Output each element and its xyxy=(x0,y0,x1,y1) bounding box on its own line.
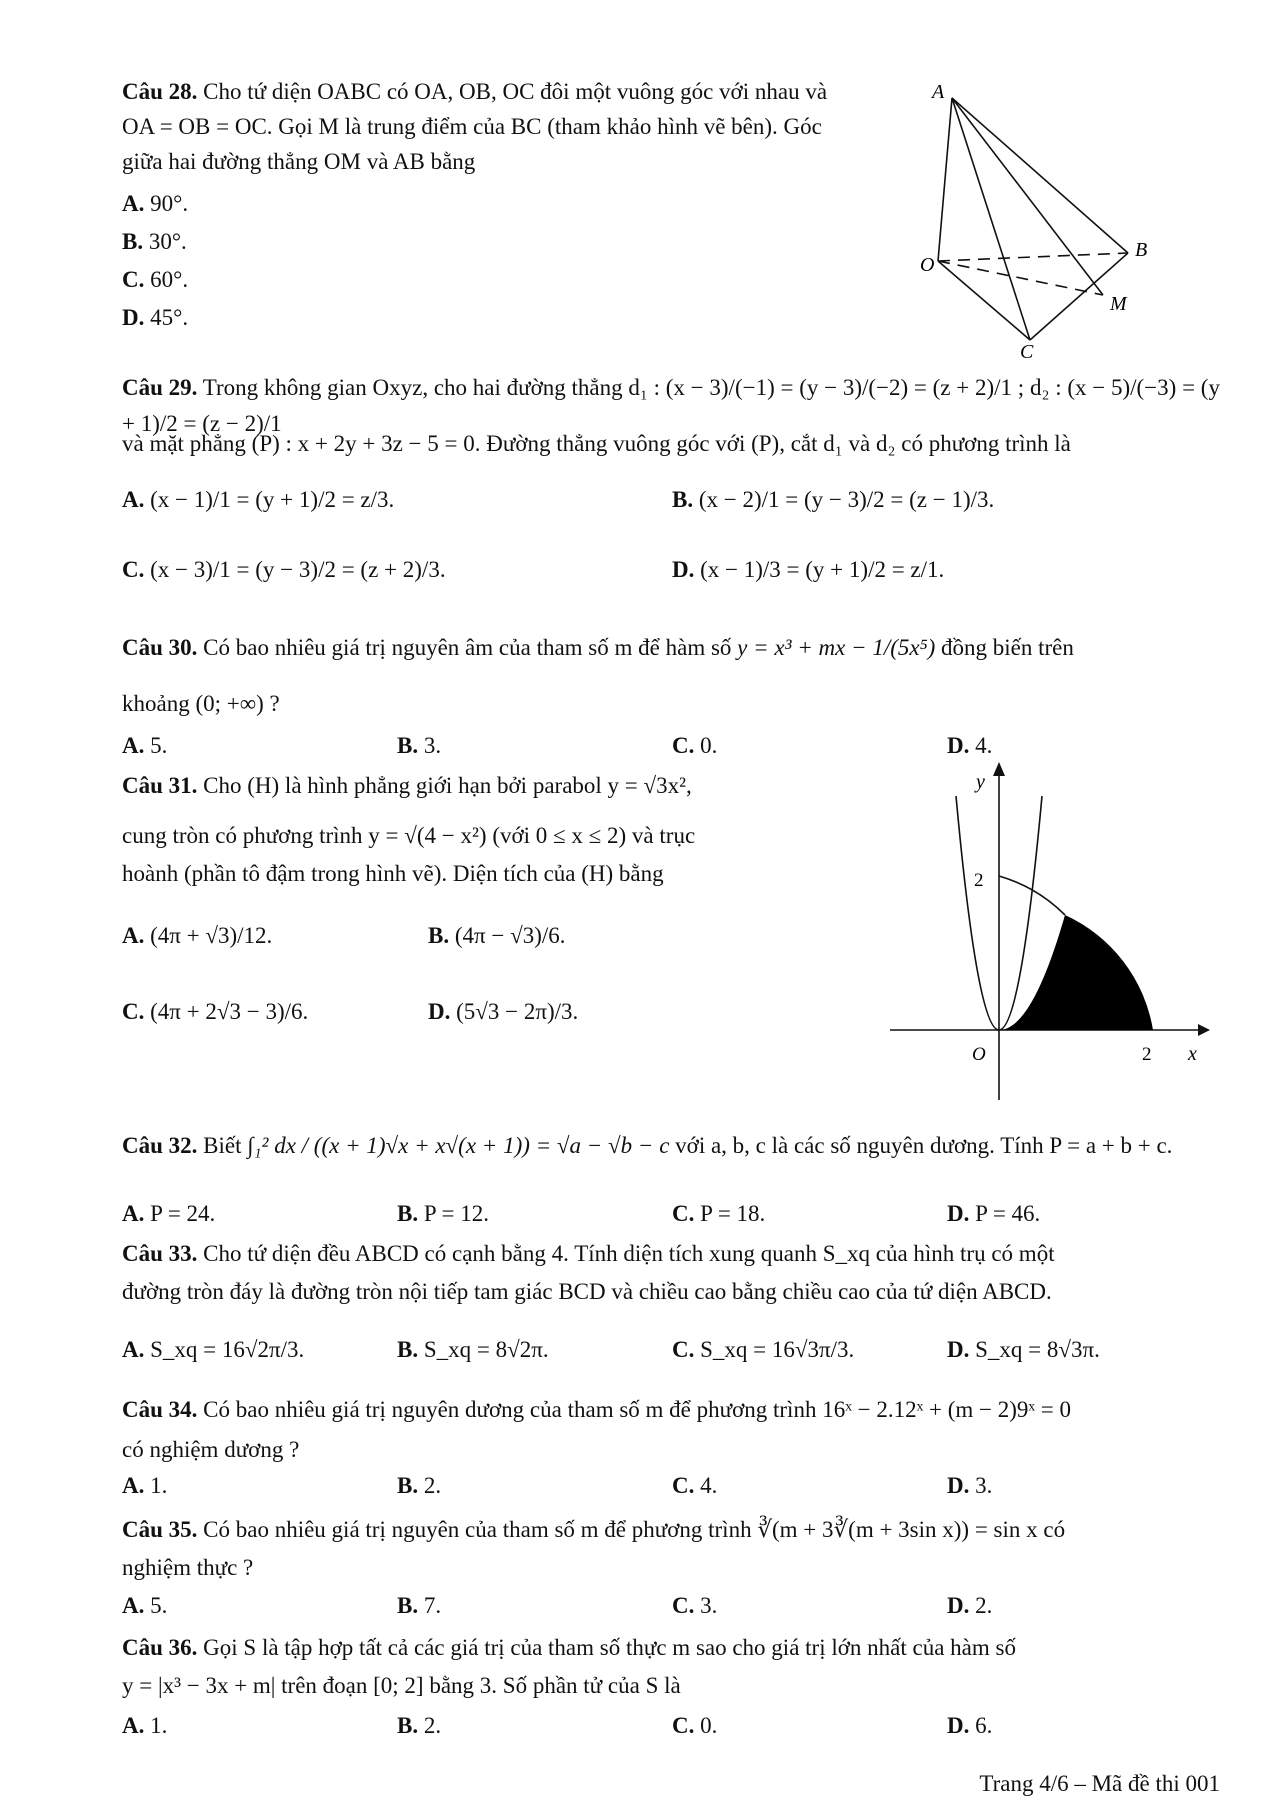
q34-line1 xyxy=(122,1392,1222,1428)
q36-text1: Gọi S là tập hợp tất cả các giá trị của tham số thực m sao cho giá trị lớn nhất của hàm số xyxy=(203,1635,1016,1660)
origin-label: O xyxy=(972,1044,986,1065)
q29-d2: d₂ : (x − 5)/(−3) = (y + 1)/2 = (z − 2)/1 xyxy=(122,375,1220,436)
q36-text2: y = |x³ − 3x + m| trên đoạn [0; 2] bằng 3. Số phần tử của S là xyxy=(122,1673,681,1698)
q29-option-c: C. (x − 3)/1 = (y − 3)/2 = (z + 2)/3. xyxy=(122,557,446,582)
q29-option-d: D. (x − 1)/3 = (y + 1)/2 = z/1. xyxy=(672,557,945,582)
q30-line1 xyxy=(122,630,1222,666)
q34-option-c: C. 4. xyxy=(672,1473,718,1498)
q32-option-c: C. P = 18. xyxy=(672,1201,766,1226)
q30-label: Câu 30. xyxy=(122,635,198,660)
q30-option-b: B. 3. xyxy=(397,733,442,758)
q29-label: Câu 29. xyxy=(122,375,198,400)
label-c: C xyxy=(1020,341,1034,358)
q36-line1 xyxy=(122,1630,1222,1666)
q36-line2 xyxy=(122,1668,681,1704)
q36-option-a: A. 1. xyxy=(122,1713,168,1738)
q30-line2 xyxy=(122,686,280,722)
q29-text1: Trong không gian Oxyz, cho hai đường thẳng xyxy=(202,375,623,400)
q34-text1: Có bao nhiêu giá trị nguyên dương của tham số m để phương trình 16ˣ − 2.12ˣ + (m − 2)9ˣ = 0 xyxy=(203,1397,1071,1422)
q33-option-d: D. S_xq = 8√3π. xyxy=(947,1337,1100,1362)
q30-option-c: C. 0. xyxy=(672,733,718,758)
q36-option-d: D. 6. xyxy=(947,1713,993,1738)
q31-line3 xyxy=(122,856,664,892)
label-m: M xyxy=(1110,293,1127,315)
y-axis-label: y xyxy=(976,771,985,793)
q33-line2 xyxy=(122,1274,1222,1310)
q36-option-b: B. 2. xyxy=(397,1713,442,1738)
q31-option-d: D. (5√3 − 2π)/3. xyxy=(428,999,579,1024)
q36-option-c: C. 0. xyxy=(672,1713,718,1738)
q32-text1: Biết xyxy=(203,1133,242,1158)
q31-label: Câu 31. xyxy=(122,773,198,798)
q32-integral: ∫₁² dx / ((x + 1)√x + x√(x + 1)) = √a − √b − c xyxy=(247,1133,670,1158)
q34-option-d: D. 3. xyxy=(947,1473,993,1498)
q31-text3: hoành (phần tô đậm trong hình vẽ). Diện tích của (H) bằng xyxy=(122,861,664,886)
q29-line2 xyxy=(122,426,1222,462)
label-o: O xyxy=(920,254,935,276)
q30-option-d: D. 4. xyxy=(947,733,993,758)
q35-line2 xyxy=(122,1550,253,1586)
q35-text2: nghiệm thực ? xyxy=(122,1555,254,1580)
q32-option-b: B. P = 12. xyxy=(397,1201,490,1226)
label-a: A xyxy=(932,81,945,103)
q28-option-a: A. 90°. xyxy=(122,191,189,216)
x-axis-label: x xyxy=(1188,1043,1197,1065)
q32-option-a: A. P = 24. xyxy=(122,1201,216,1226)
q34-option-a: A. 1. xyxy=(122,1473,168,1498)
q30-text2: đồng biến trên xyxy=(941,635,1074,660)
q30-text3: khoảng (0; +∞) ? xyxy=(122,691,280,716)
q36-label: Câu 36. xyxy=(122,1635,198,1660)
q35-option-b: B. 7. xyxy=(397,1593,442,1618)
q31-option-a: A. (4π + √3)/12. xyxy=(122,923,273,948)
q30-option-a: A. 5. xyxy=(122,733,168,758)
q33-option-c: C. S_xq = 16√3π/3. xyxy=(672,1337,855,1362)
x-axis-arrow-icon xyxy=(1198,1024,1210,1036)
y-axis-arrow-icon xyxy=(993,762,1005,776)
q29-option-a: A. (x − 1)/1 = (y + 1)/2 = z/3. xyxy=(122,487,395,512)
q29-d1: d₁ : (x − 3)/(−1) = (y − 3)/(−2) = (z + 2)/1 ; xyxy=(628,375,1025,400)
q34-line2 xyxy=(122,1432,299,1468)
q33-option-a: A. S_xq = 16√2π/3. xyxy=(122,1337,305,1362)
q33-text1: Cho tứ diện đều ABCD có cạnh bằng 4. Tính diện tích xung quanh S_xq của hình trụ có một xyxy=(203,1241,1055,1266)
q31-text2: cung tròn có phương trình y = √(4 − x²) (với 0 ≤ x ≤ 2) và trục xyxy=(122,823,696,848)
q34-option-b: B. 2. xyxy=(397,1473,442,1498)
q31-option-c: C. (4π + 2√3 − 3)/6. xyxy=(122,999,309,1024)
q31-line2 xyxy=(122,818,695,854)
q28-option-b: B. 30°. xyxy=(122,229,187,254)
q35-option-d: D. 2. xyxy=(947,1593,993,1618)
q28-option-c: C. 60°. xyxy=(122,267,189,292)
label-b: B xyxy=(1135,239,1148,261)
q32-label: Câu 32. xyxy=(122,1133,198,1158)
q35-line1 xyxy=(122,1512,1222,1548)
y-tick-2: 2 xyxy=(974,870,984,891)
q32-line1 xyxy=(122,1128,1222,1164)
q28-tetrahedron-figure xyxy=(920,78,1160,358)
q30-text1: Có bao nhiêu giá trị nguyên âm của tham số m để hàm số xyxy=(203,635,732,660)
shaded-region xyxy=(999,915,1153,1030)
q28-label: Câu 28. xyxy=(122,79,198,104)
q28-option-d: D. 45°. xyxy=(122,305,189,330)
q28-stem xyxy=(122,74,842,179)
q35-text1: Có bao nhiêu giá trị nguyên của tham số m để phương trình ∛(m + 3∛(m + 3sin x)) = sin x có xyxy=(203,1517,1066,1542)
q30-function: y = x³ + mx − 1/(5x⁵) xyxy=(737,635,936,660)
q34-text2: có nghiệm dương ? xyxy=(122,1437,300,1462)
q33-line1 xyxy=(122,1236,1222,1272)
q33-text2: đường tròn đáy là đường tròn nội tiếp tam giác BCD và chiều cao bằng chiều cao của tứ diện ABCD. xyxy=(122,1279,1052,1304)
page-footer: Trang 4/6 – Mã đề thi 001 xyxy=(979,1771,1220,1796)
q31-graph xyxy=(880,762,1210,1107)
q29-option-b: B. (x − 2)/1 = (y − 3)/2 = (z − 1)/3. xyxy=(672,487,995,512)
q35-option-a: A. 5. xyxy=(122,1593,168,1618)
x-tick-2: 2 xyxy=(1142,1044,1152,1065)
q28-text: Cho tứ diện OABC có OA, OB, OC đôi một vuông góc với nhau và OA = OB = OC. Gọi M là trung điểm của BC (tham khảo hình vẽ bên). Góc giữa hai đường thẳng OM và AB bằng xyxy=(122,79,828,174)
q33-label: Câu 33. xyxy=(122,1241,198,1266)
q33-option-b: B. S_xq = 8√2π. xyxy=(397,1337,549,1362)
q32-text2: với a, b, c là các số nguyên dương. Tính P = a + b + c. xyxy=(675,1133,1173,1158)
q31-option-b: B. (4π − √3)/6. xyxy=(428,923,566,948)
q35-label: Câu 35. xyxy=(122,1517,198,1542)
q35-option-c: C. 3. xyxy=(672,1593,718,1618)
q34-label: Câu 34. xyxy=(122,1397,198,1422)
q31-text1: Cho (H) là hình phẳng giới hạn bởi parabol y = √3x², xyxy=(203,773,692,798)
q31-line1 xyxy=(122,768,692,804)
q29-line1 xyxy=(122,370,1222,436)
q32-option-d: D. P = 46. xyxy=(947,1201,1041,1226)
q29-text2: và mặt phẳng (P) : x + 2y + 3z − 5 = 0. Đường thẳng vuông góc với (P), cắt d₁ và d₂ có phương trình là xyxy=(122,431,1071,456)
